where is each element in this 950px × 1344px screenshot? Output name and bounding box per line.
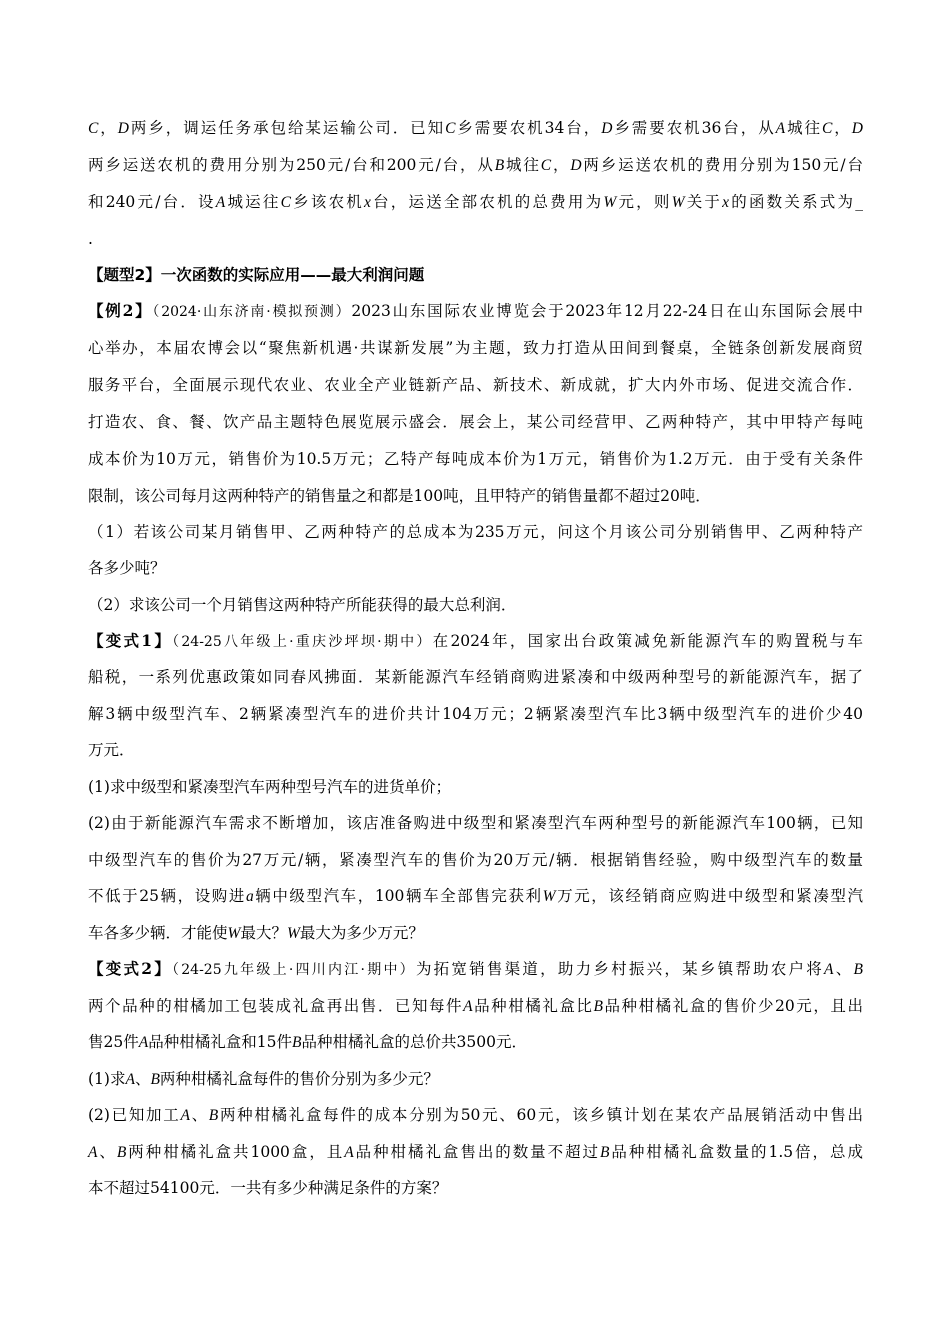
variant1-line-2: 船税，一系列优惠政策如同春风拂面．某新能源汽车经销商购进紧凑和中级两种型号的新能源汽车，据了 [88,668,863,686]
example2-line-3: 服务平台，全面展示现代农业、农业全产业链新产品、新技术、新成就，扩大内外市场、促进交流合作． [88,376,863,394]
type2-heading: 【题型2】一次函数的实际应用——最大利润问题 [88,266,425,284]
example2-source: （2024·山东济南·模拟预测） [152,304,352,320]
variant1-q2-line-1: (2)由于新能源汽车需求不断增加，该店准备购进中级型和紧凑型汽车两种型号的新能源汽车100辆，已知 [88,814,863,832]
variant2-q1: (1)求A、B两种柑橘礼盒每件的售价分别为多少元？ [88,1070,439,1088]
variant1-label: 【变式1】 [88,631,173,650]
intro-line-2: 两乡运送农机的费用分别为250元/台和200元/台，从B城往C，D两乡运送农机的费用分别为150元/台 [88,156,863,174]
example2-q2: （2）求该公司一个月销售这两种特产所能获得的最大总利润． [88,596,517,614]
example2-line-1: 【例2】（2024·山东济南·模拟预测）2023山东国际农业博览会于2023年12月22-24日在山东国际会展中 [88,301,863,320]
example2-line-4: 打造农、食、餐、饮产品主题特色展览展示盛会．展会上，某公司经营甲、乙两种特产，其中甲特产每吨 [88,413,863,431]
variant2-line-1: 【变式2】（24-25九年级上·四川内江·期中）为拓宽销售渠道，助力乡村振兴，某乡镇帮助农户将A、B [88,959,863,978]
example2-q1-line-2: 各多少吨？ [88,559,166,577]
variant2-q2-line-1: (2)已知加工A、B两种柑橘礼盒每件的成本分别为50元、60元，该乡镇计划在某农产品展销活动中售出 [88,1106,863,1124]
example2-q1-line-1: （1）若该公司某月销售甲、乙两种特产的总成本为235万元，问这个月该公司分别销售甲、乙两种特产 [88,523,863,541]
variant2-line-2: 两个品种的柑橘加工包装成礼盒再出售．已知每件A品种柑橘礼盒比B品种柑橘礼盒的售价少20元，且出 [88,997,863,1015]
variant2-q2-line-3: 本不超过54100元．一共有多少种满足条件的方案？ [88,1179,448,1197]
variant2-q2-line-2: A、B两种柑橘礼盒共1000盒，且A品种柑橘礼盒售出的数量不超过B品种柑橘礼盒数量的1.5倍，总成 [88,1143,863,1161]
variant1-q2-line-3: 不低于25辆，设购进a辆中级型汽车，100辆车全部售完获利W万元，该经销商应购进中级型和紧凑型汽 [88,887,863,905]
variant2-line-3: 售25件A品种柑橘礼盒和15件B品种柑橘礼盒的总价共3500元． [88,1033,527,1051]
intro-line-3: 和240元/台．设A城运往C乡该农机x台，运送全部农机的总费用为W元，则W关于x的函数关系式为_ [88,193,863,211]
variant2-label: 【变式2】 [88,959,173,978]
intro-line-4: . [88,230,93,248]
intro-line-1: C，D两乡，调运任务承包给某运输公司．已知C乡需要农机34台，D乡需要农机36台，从A城往C，D [88,119,863,137]
variant2-source: （24-25九年级上·四川内江·期中） [172,962,416,978]
variant1-source: （24-25八年级上·重庆沙坪坝·期中） [172,634,433,650]
variant1-line-4: 万元． [88,741,135,759]
variant1-q2-line-2: 中级型汽车的售价为27万元/辆，紧凑型汽车的售价为20万元/辆．根据销售经验，购中级型汽车的数量 [88,851,863,869]
example2-line-2: 心举办，本届农博会以“聚焦新机遇·共谋新发展”为主题，致力打造从田间到餐桌，全链条创新发展商贸 [88,339,863,357]
variant1-q1: (1)求中级型和紧凑型汽车两种型号汽车的进货单价； [88,778,451,796]
variant1-q2-line-4: 车各多少辆．才能使W最大？W最大为多少万元？ [88,924,424,942]
example2-line-5: 成本价为10万元，销售价为10.5万元；乙特产每吨成本价为1万元，销售价为1.2万元．由于受有关条件 [88,450,863,468]
variant1-line-1: 【变式1】（24-25八年级上·重庆沙坪坝·期中）在2024年，国家出台政策减免新能源汽车的购置税与车 [88,631,863,650]
example2-label: 【例2】 [88,301,153,320]
variant1-line-3: 解3辆中级型汽车、2辆紧凑型汽车的进价共计104万元；2辆紧凑型汽车比3辆中级型汽车的进价少40 [88,705,863,723]
example2-line-6: 限制，该公司每月这两种特产的销售量之和都是100吨，且甲特产的销售量都不超过20吨． [88,487,711,505]
